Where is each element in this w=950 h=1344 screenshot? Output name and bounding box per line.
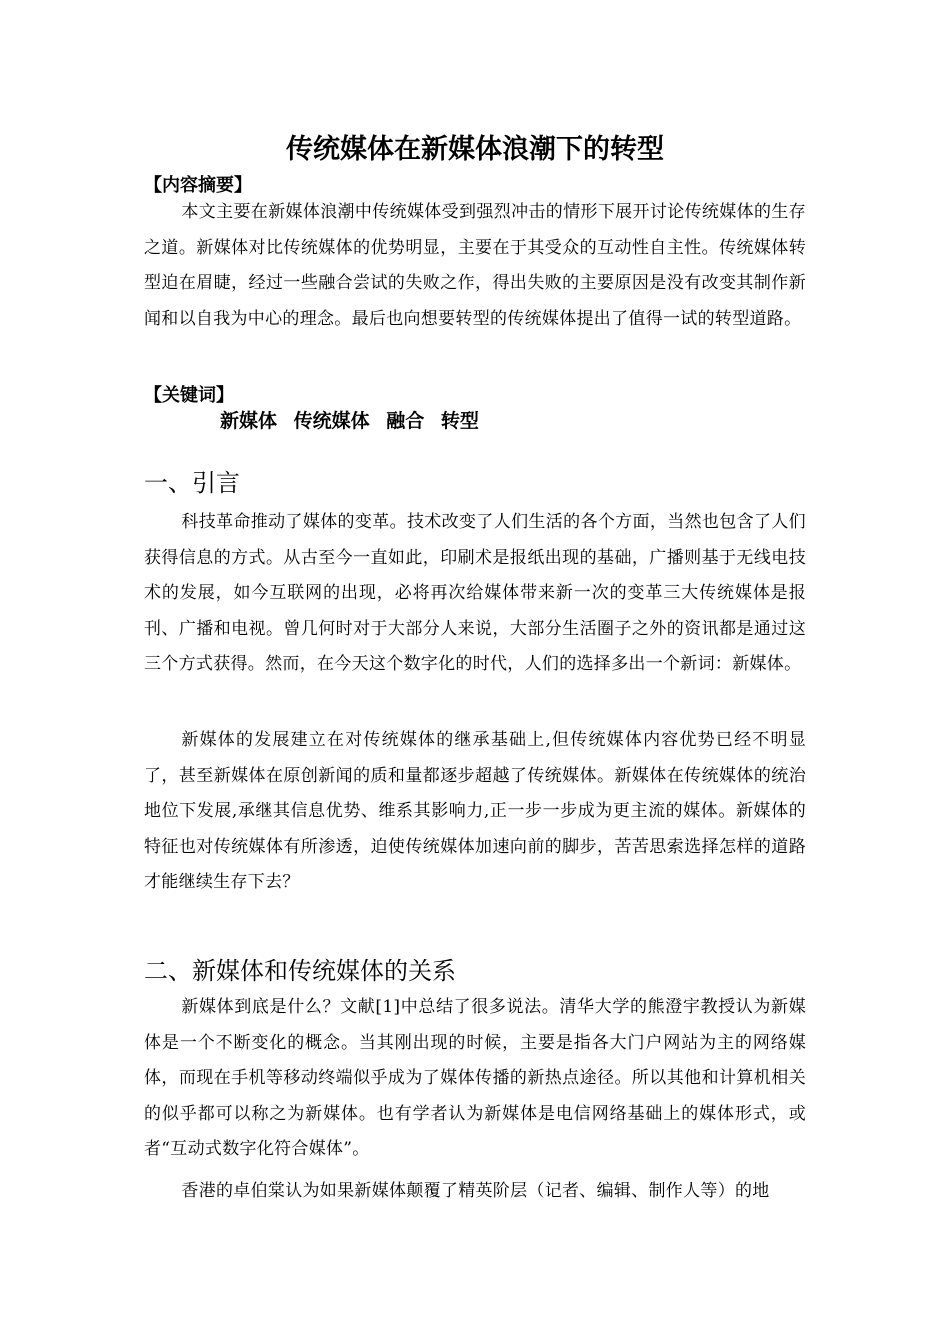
keyword-item: 转型 xyxy=(440,410,479,432)
body-paragraph: 科技革命推动了媒体的变革。技术改变了人们生活的各个方面，当然也包含了人们获得信息的方式。从古至今一直如此，印刷术是报纸出现的基础，广播则基于无线电技术的发展，如今互联网的出现，必将再次给媒体带来新一次的变革三大传统媒体是报刊、广播和电视。曾几何时对于大部分人来说，大部分生活圈子之外的资讯都是通过这三个方式获得。然而，在今天这个数字化的时代，人们的选择多出一个新词：新媒体。 xyxy=(144,512,806,674)
keyword-item: 融合 xyxy=(386,410,425,432)
section-heading: 一、引言 xyxy=(144,469,240,497)
document-title: 传统媒体在新媒体浪潮下的转型 xyxy=(286,134,664,165)
section-heading: 二、新媒体和传统媒体的关系 xyxy=(144,957,456,985)
body-paragraph: 新媒体的发展建立在对传统媒体的继承基础上,但传统媒体内容优势已经不明显了，甚至新媒体在原创新闻的质和量都逐步超越了传统媒体。新媒体在传统媒体的统治地位下发展,承继其信息优势、维系其影响力,正一步一步成为更主流的媒体。新媒体的特征也对传统媒体有所渗透，迫使传统媒体加速向前的脚步，苦苦思索选择怎样的道路才能继续生存下去？ xyxy=(144,730,806,892)
keyword-item: 新媒体 xyxy=(220,410,278,432)
keyword-item: 传统媒体 xyxy=(293,410,370,432)
abstract-paragraph: 本文主要在新媒体浪潮中传统媒体受到强烈冲击的情形下展开讨论传统媒体的生存之道。新媒体对比传统媒体的优势明显，主要在于其受众的互动性自主性。传统媒体转型迫在眉睫，经过一些融合尝试的失败之作，得出失败的主要原因是没有改变其制作新闻和以自我为中心的理念。最后也向想要转型的传统媒体提出了值得一试的转型道路。 xyxy=(144,202,806,329)
body-paragraph: 新媒体到底是什么？文献[1]中总结了很多说法。清华大学的熊澄宇教授认为新媒体是一个不断变化的概念。当其刚出现的时候，主要是指各大门户网站为主的网络媒体，而现在手机等移动终端似乎成为了媒体传播的新热点途径。所以其他和计算机相关的似乎都可以称之为新媒体。也有学者认为新媒体是电信网络基础上的媒体形式，或者“互动式数字化符合媒体”。 xyxy=(144,997,806,1159)
body-paragraph: 香港的卓伯棠认为如果新媒体颠覆了精英阶层（记者、编辑、制作人等）的地 xyxy=(181,1181,770,1201)
keywords-list xyxy=(220,406,489,436)
abstract-label: 【内容摘要】 xyxy=(144,175,252,196)
keywords-label: 【关键词】 xyxy=(144,385,234,406)
